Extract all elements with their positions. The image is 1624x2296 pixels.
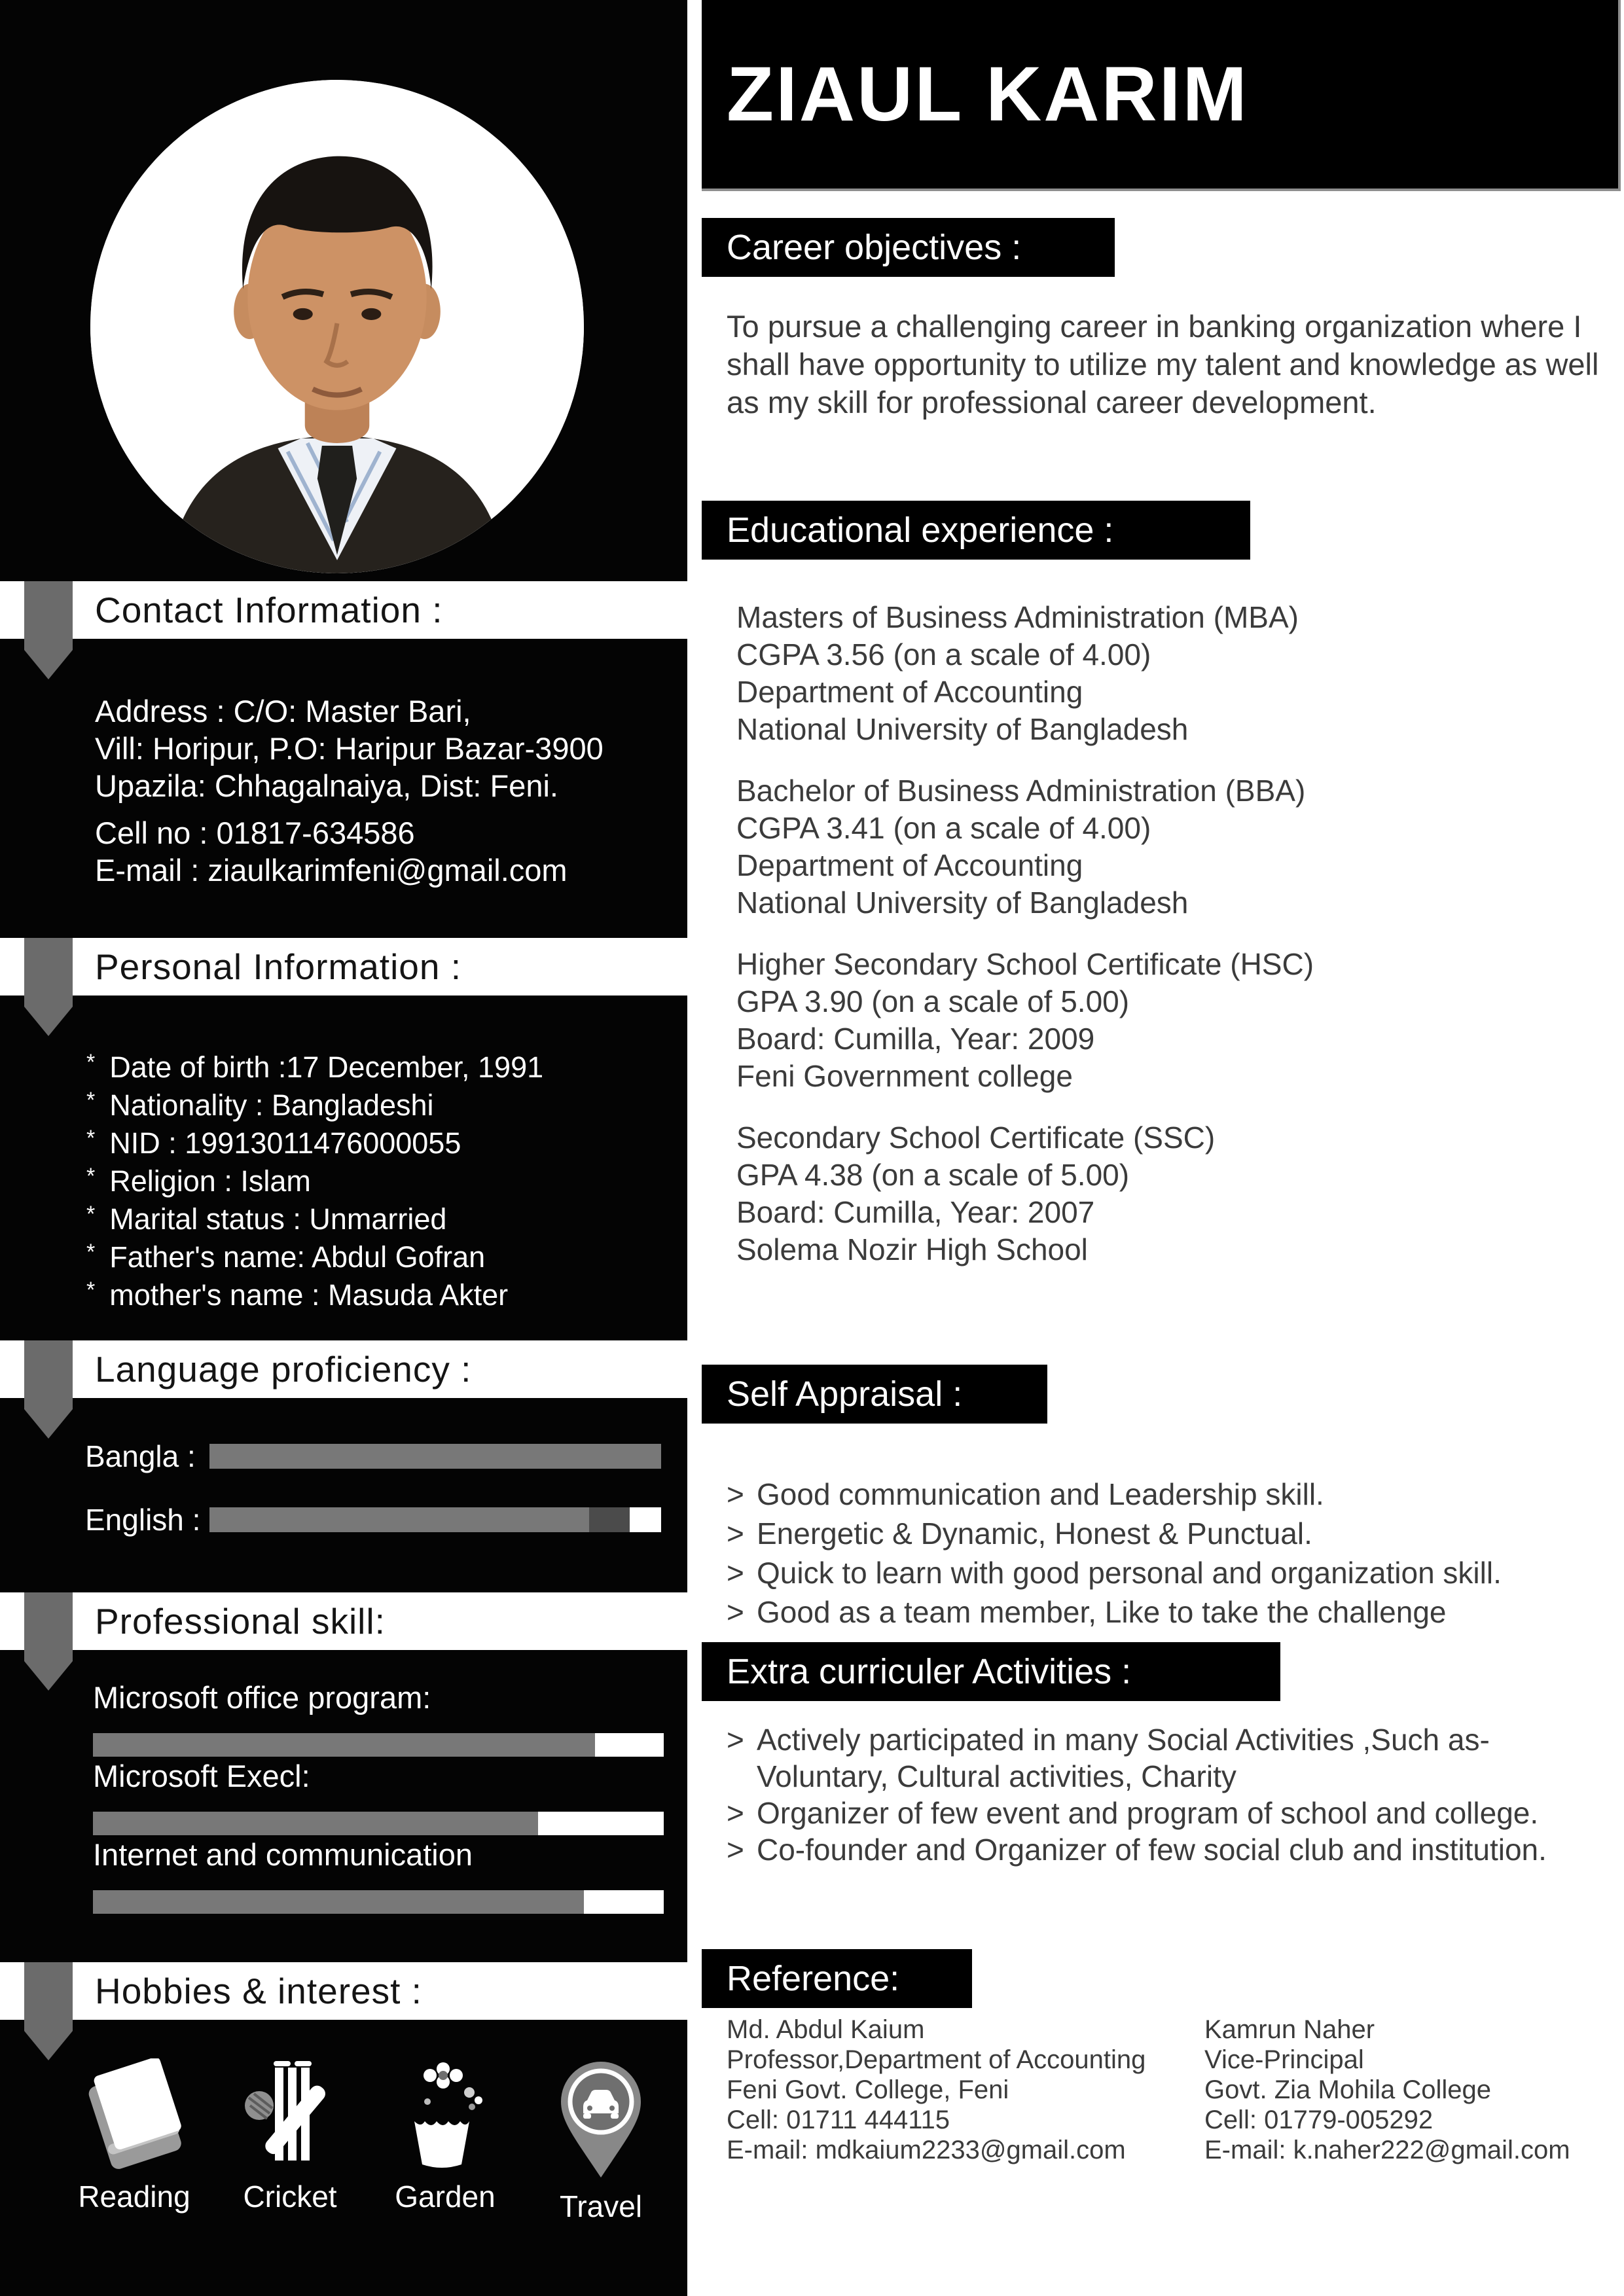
contact-cell-line: Cell no : 01817-634586	[95, 816, 415, 850]
referee-cell: Cell: 01711 444115	[727, 2106, 950, 2134]
profile-photo	[90, 80, 584, 573]
section-header-education	[702, 501, 1250, 560]
education-entry-bba	[736, 772, 1314, 922]
personal-item	[86, 1278, 543, 1316]
institution-line: National University of Bangladesh	[736, 712, 1189, 746]
personal-item	[86, 1050, 543, 1088]
bullet-text: Good communication and Leadership skill.	[757, 1477, 1324, 1511]
asterisk-bullet: *	[86, 1126, 96, 1151]
education-entry-ssc	[736, 1119, 1314, 1268]
contact-village-line: Vill: Horipur, P.O: Haripur Bazar-3900	[95, 731, 604, 766]
chevron-bullet: >	[727, 1556, 744, 1590]
hobby-label: Cricket	[243, 2179, 337, 2214]
education-list	[736, 599, 1314, 1293]
travel-pin-icon	[545, 2058, 657, 2179]
degree-line: Masters of Business Administration (MBA)	[736, 600, 1299, 634]
referee-email: E-mail: mdkaium2233@gmail.com	[727, 2136, 1126, 2164]
bar-fill	[93, 1890, 584, 1914]
personal-title: Personal Information :	[95, 946, 462, 987]
person-name: ZIAUL KARIM	[727, 51, 1249, 137]
personal-info	[86, 1050, 543, 1316]
section-header-contact	[0, 581, 687, 639]
left-panel	[0, 0, 687, 2296]
chevron-bullet: >	[727, 1516, 744, 1551]
personal-item-text: Marital status : Unmarried	[109, 1202, 447, 1236]
personal-item-text: NID : 19913011476000055	[109, 1126, 461, 1160]
bar-fill	[93, 1812, 538, 1835]
hobby-label: Travel	[559, 2189, 643, 2223]
flower-pot-icon	[389, 2058, 501, 2170]
referee-name: Kamrun Naher	[1204, 2015, 1375, 2044]
bar-dark-segment	[589, 1507, 630, 1532]
chevron-bullet: >	[727, 1723, 744, 1757]
referee-institution: Govt. Zia Mohila College	[1204, 2075, 1491, 2104]
extra-curricular-list	[727, 1721, 1597, 1868]
asterisk-bullet: *	[86, 1050, 96, 1075]
gpa-line: CGPA 3.56 (on a scale of 4.00)	[736, 637, 1151, 672]
career-objective-text: To pursue a challenging career in banking organization where I shall have opportunity to utilize my talent and knowledge as well as my skill for professional career development.	[727, 309, 1599, 420]
career-title: Career objectives :	[727, 228, 1022, 267]
personal-item	[86, 1126, 543, 1164]
education-entry-hsc	[736, 946, 1314, 1095]
referee-cell: Cell: 01779-005292	[1204, 2106, 1434, 2134]
personal-item	[86, 1240, 543, 1278]
asterisk-bullet: *	[86, 1240, 96, 1265]
contact-address-line: Address : C/O: Master Bari,	[95, 694, 471, 728]
ribbon-arrow-icon	[24, 1340, 73, 1439]
referee-email: E-mail: k.naher222@gmail.com	[1204, 2136, 1570, 2164]
bullet-item	[727, 1795, 1597, 1831]
bullet-item	[727, 1831, 1597, 1868]
gpa-line: GPA 4.38 (on a scale of 5.00)	[736, 1158, 1130, 1192]
personal-item-text: Nationality : Bangladeshi	[109, 1088, 434, 1122]
ms-excel-skill-bar	[93, 1812, 664, 1835]
section-header-skill	[0, 1592, 687, 1650]
bullet-item	[727, 1721, 1597, 1795]
bangla-label: Bangla :	[85, 1439, 196, 1473]
referee-institution: Feni Govt. College, Feni	[727, 2075, 1009, 2104]
chevron-bullet: >	[727, 1595, 744, 1629]
language-row-bangla	[85, 1439, 661, 1473]
skill-title: Professional skill:	[95, 1601, 386, 1641]
education-title: Educational experience :	[727, 511, 1114, 550]
hobby-label: Garden	[395, 2179, 496, 2214]
contact-upazila-line: Upazila: Chhagalnaiya, Dist: Feni.	[95, 768, 558, 803]
ribbon-arrow-icon	[24, 1962, 73, 2060]
hobby-travel	[529, 2058, 673, 2224]
section-header-extra-curricular	[702, 1642, 1280, 1701]
gpa-line: CGPA 3.41 (on a scale of 4.00)	[736, 811, 1151, 845]
education-entry-mba	[736, 599, 1314, 748]
asterisk-bullet: *	[86, 1202, 96, 1227]
personal-item-text: Religion : Islam	[109, 1164, 311, 1198]
bullet-text: Energetic & Dynamic, Honest & Punctual.	[757, 1516, 1312, 1551]
cricket-icon	[234, 2058, 346, 2170]
bullet-text: Co-founder and Organizer of few social club and institution.	[757, 1833, 1547, 1867]
department-line: Department of Accounting	[736, 848, 1083, 882]
self-appraisal-list	[727, 1475, 1502, 1632]
section-header-career	[702, 218, 1115, 277]
english-proficiency-bar	[209, 1507, 661, 1532]
hobby-label: Reading	[78, 2179, 190, 2214]
asterisk-bullet: *	[86, 1278, 96, 1302]
book-icon	[79, 2058, 190, 2170]
name-header	[702, 0, 1621, 191]
reference-list	[727, 2015, 1624, 2165]
referee-name: Md. Abdul Kaium	[727, 2015, 925, 2044]
gpa-line: GPA 3.90 (on a scale of 5.00)	[736, 984, 1130, 1018]
section-header-language	[0, 1340, 687, 1398]
institution-line: Feni Government college	[736, 1059, 1073, 1093]
asterisk-bullet: *	[86, 1164, 96, 1189]
personal-item-text: Father's name: Abdul Gofran	[109, 1240, 486, 1274]
reference-title: Reference:	[727, 1959, 900, 1998]
degree-line: Higher Secondary School Certificate (HSC)	[736, 947, 1314, 981]
chevron-bullet: >	[727, 1477, 744, 1511]
section-header-self-appraisal	[702, 1365, 1047, 1424]
hobby-garden	[373, 2058, 517, 2214]
language-row-english	[85, 1503, 661, 1537]
bullet-text: Organizer of few event and program of school and college.	[757, 1796, 1539, 1830]
internet-skill-bar	[93, 1890, 664, 1914]
ms-office-skill-bar	[93, 1733, 664, 1757]
english-label: English :	[85, 1503, 201, 1537]
ribbon-arrow-icon	[24, 938, 73, 1036]
reference-person-2	[1204, 2015, 1624, 2165]
chevron-bullet: >	[727, 1833, 744, 1867]
personal-item	[86, 1164, 543, 1202]
section-header-personal	[0, 938, 687, 996]
hobbies-title: Hobbies & interest :	[95, 1971, 422, 2011]
board-line: Board: Cumilla, Year: 2009	[736, 1022, 1095, 1056]
contact-info	[95, 692, 604, 889]
contact-email-line: E-mail : ziaulkarimfeni@gmail.com	[95, 853, 568, 888]
institution-line: Solema Nozir High School	[736, 1232, 1088, 1266]
personal-item-text: mother's name : Masuda Akter	[109, 1278, 509, 1312]
language-title: Language proficiency :	[95, 1349, 472, 1390]
degree-line: Bachelor of Business Administration (BBA)	[736, 774, 1306, 808]
bar-fill	[209, 1507, 589, 1532]
bullet-text: Good as a team member, Like to take the challenge	[757, 1595, 1447, 1629]
ribbon-arrow-icon	[24, 1592, 73, 1691]
ribbon-arrow-icon	[24, 581, 73, 679]
avatar	[90, 80, 584, 573]
institution-line: National University of Bangladesh	[736, 886, 1189, 920]
section-header-hobbies	[0, 1962, 687, 2020]
extra-curricular-title: Extra curriculer Activities :	[727, 1652, 1132, 1691]
chevron-bullet: >	[727, 1796, 744, 1830]
ms-excel-label: Microsoft Execl:	[93, 1759, 310, 1793]
bullet-text: Actively participated in many Social Activities ,Such as- Voluntary, Cultural activities, Charity	[757, 1723, 1490, 1793]
degree-line: Secondary School Certificate (SSC)	[736, 1121, 1216, 1155]
board-line: Board: Cumilla, Year: 2007	[736, 1195, 1095, 1229]
referee-designation: Professor,Department of Accounting	[727, 2045, 1146, 2074]
contact-title: Contact Information :	[95, 590, 443, 630]
personal-item	[86, 1202, 543, 1240]
bangla-proficiency-bar	[209, 1444, 661, 1469]
ms-office-label: Microsoft office program:	[93, 1680, 431, 1715]
section-header-reference	[702, 1949, 972, 2008]
personal-item	[86, 1088, 543, 1126]
bullet-item	[727, 1553, 1502, 1592]
reference-person-1	[727, 2015, 1204, 2165]
self-appraisal-title: Self Appraisal :	[727, 1374, 963, 1414]
hobby-reading	[62, 2058, 206, 2214]
bullet-text: Quick to learn with good personal and organization skill.	[757, 1556, 1502, 1590]
hobby-cricket	[218, 2058, 362, 2214]
bullet-item	[727, 1475, 1502, 1514]
department-line: Department of Accounting	[736, 675, 1083, 709]
asterisk-bullet: *	[86, 1088, 96, 1113]
personal-item-text: Date of birth :17 December, 1991	[109, 1050, 544, 1084]
bullet-item	[727, 1514, 1502, 1553]
internet-label: Internet and communication	[93, 1837, 473, 1872]
referee-designation: Vice-Principal	[1204, 2045, 1364, 2074]
bar-fill	[209, 1444, 661, 1469]
bullet-item	[727, 1592, 1502, 1632]
bar-fill	[93, 1733, 595, 1757]
